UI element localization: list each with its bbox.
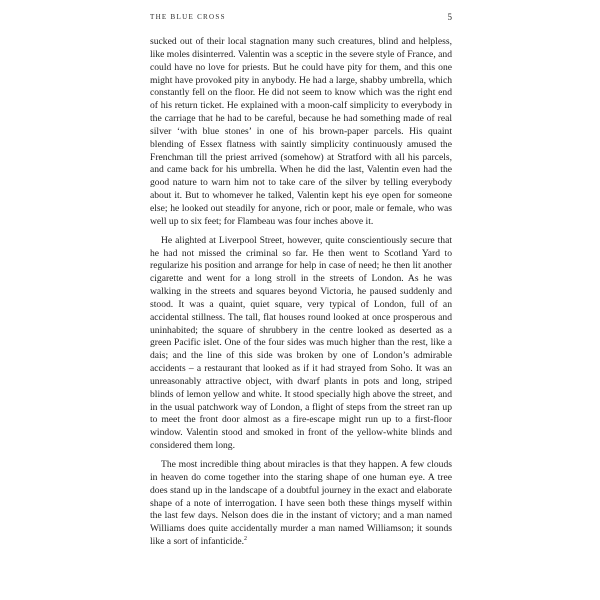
paragraph-3 [150, 459, 452, 549]
paragraph-3-text: The most incredible thing about miracles is that they happen. A few clouds in heaven do come together into the staring shape of one human eye. A tree does stand up in the landscape of a doubtful journey in the exact and elaborate shape of a note of interrogation. I have seen both these things myself within the last few days. Nelson does die in the instant of victory; and a man named Williams does quite accidentally murder a man named Williamson; it sounds like a sort of infanticide. [150, 459, 452, 548]
running-title: THE BLUE CROSS [150, 13, 226, 21]
paragraph-2: He alighted at Liverpool Street, however, quite conscientiously secure that he had not missed the criminal so far. He then went to Scotland Yard to regularize his position and arrange for help in case of need; he then lit another cigarette and went for a long stroll in the streets of London. As he was walking in the streets and squares beyond Victoria, he paused suddenly and stood. It was a quaint, quiet square, very typical of London, full of an accidental stillness. The tall, flat houses round looked at once prosperous and uninhabited; the square of shrubbery in the centre looked as deserted as a green Pacific islet. One of the four sides was much higher than the rest, like a dais; and the line of this side was broken by one of London’s admirable accidents – a restaurant that looked as if it had strayed from Soho. It was an unreasonably attractive object, with dwarf plants in pots and long, striped blinds of lemon yellow and white. It stood specially high above the street, and in the usual patchwork way of London, a flight of steps from the street ran up to meet the front door almost as a fire-escape might run up to a first-floor window. Valentin stood and smoked in front of the yellow-white blinds and considered them long. [150, 234, 452, 452]
note-reference[interactable]: 2 [244, 535, 248, 542]
running-head [150, 13, 452, 25]
page-number: 5 [447, 12, 452, 22]
paragraph-1: sucked out of their local stagnation many such creatures, blind and helpless, like moles disinterred. Valentin was a sceptic in the severe style of France, and could have no love for priests. But he could have pity for them, and this one might have provoked pity in anybody. He had a large, shabby umbrella, which constantly fell on the floor. He did not seem to know which was the right end of his return ticket. He explained with a moon-calf simplicity to everybody in the carriage that he had to be careful, because he had something made of real silver ‘with blue stones’ in one of his brown-paper parcels. His quaint blending of Essex flatness with saintly simplicity continuously amused the Frenchman till the priest arrived (somehow) at Stratford with all his parcels, and came back for his umbrella. When he did the last, Valentin even had the good nature to warn him not to take care of the silver by telling everybody about it. But to whomever he talked, Valentin kept his eye open for someone else; he looked out steadily for anyone, rich or poor, male or female, who was well up to six feet; for Flambeau was four inches above it. [150, 36, 452, 227]
body-text [150, 36, 452, 549]
